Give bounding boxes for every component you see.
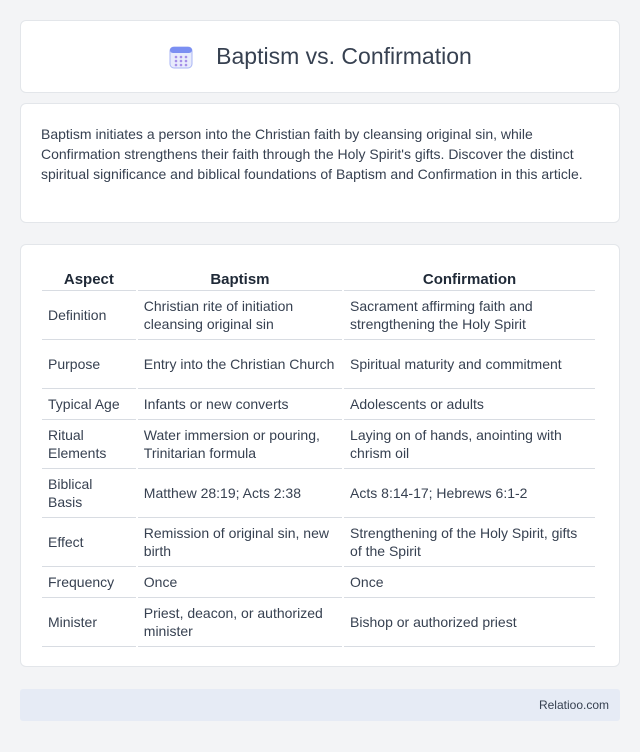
footer — [20, 689, 620, 721]
table-row — [42, 518, 595, 567]
intro-paragraph: Baptism initiates a person into the Christian faith by cleansing original sin, while Confirmation strengthens their faith through the Holy Spirit's gifts. Discover the distinct spiritual significance and biblical foundations of Baptism and Confirmation in this article. — [41, 126, 583, 182]
aspect-cell: Frequency — [42, 567, 136, 598]
confirmation-cell: Laying on of hands, anointing with chrism oil — [344, 420, 595, 469]
aspect-cell: Ritual Elements — [42, 420, 136, 469]
intro-card — [20, 103, 620, 223]
confirmation-cell: Sacrament affirming faith and strengthening the Holy Spirit — [344, 291, 595, 340]
table-row — [42, 469, 595, 518]
table-row — [42, 389, 595, 420]
header-confirmation: Confirmation — [344, 265, 595, 291]
confirmation-cell: Spiritual maturity and commitment — [344, 340, 595, 389]
aspect-cell: Typical Age — [42, 389, 136, 420]
table-row — [42, 567, 595, 598]
baptism-cell: Remission of original sin, new birth — [138, 518, 342, 567]
aspect-cell: Purpose — [42, 340, 136, 389]
table-row — [42, 598, 595, 647]
footer-brand-link[interactable]: Relatioo.com — [538, 698, 609, 712]
header-aspect: Aspect — [42, 265, 136, 291]
title-card — [20, 20, 620, 93]
confirmation-cell: Strengthening of the Holy Spirit, gifts of the Spirit — [344, 518, 595, 567]
baptism-cell: Matthew 28:19; Acts 2:38 — [138, 469, 342, 518]
baptism-cell: Entry into the Christian Church — [138, 340, 342, 389]
aspect-cell: Minister — [42, 598, 136, 647]
comparison-table — [40, 265, 597, 647]
baptism-cell: Christian rite of initiation cleansing original sin — [138, 291, 342, 340]
header-baptism: Baptism — [138, 265, 342, 291]
table-header-row — [42, 265, 595, 291]
baptism-cell: Once — [138, 567, 342, 598]
table-row — [42, 340, 595, 389]
confirmation-cell: Acts 8:14-17; Hebrews 6:1-2 — [344, 469, 595, 518]
baptism-cell: Water immersion or pouring, Trinitarian formula — [138, 420, 342, 469]
baptism-cell: Priest, deacon, or authorized minister — [138, 598, 342, 647]
confirmation-cell: Once — [344, 567, 595, 598]
table-row — [42, 420, 595, 469]
table-row — [42, 291, 595, 340]
aspect-cell: Biblical Basis — [42, 469, 136, 518]
confirmation-cell: Bishop or authorized priest — [344, 598, 595, 647]
baptism-cell: Infants or new converts — [138, 389, 342, 420]
confirmation-cell: Adolescents or adults — [344, 389, 595, 420]
page-title: Baptism vs. Confirmation — [216, 43, 472, 69]
aspect-cell: Definition — [42, 291, 136, 340]
comparison-table-card — [20, 244, 620, 667]
aspect-cell: Effect — [42, 518, 136, 567]
calendar-icon — [168, 44, 194, 70]
